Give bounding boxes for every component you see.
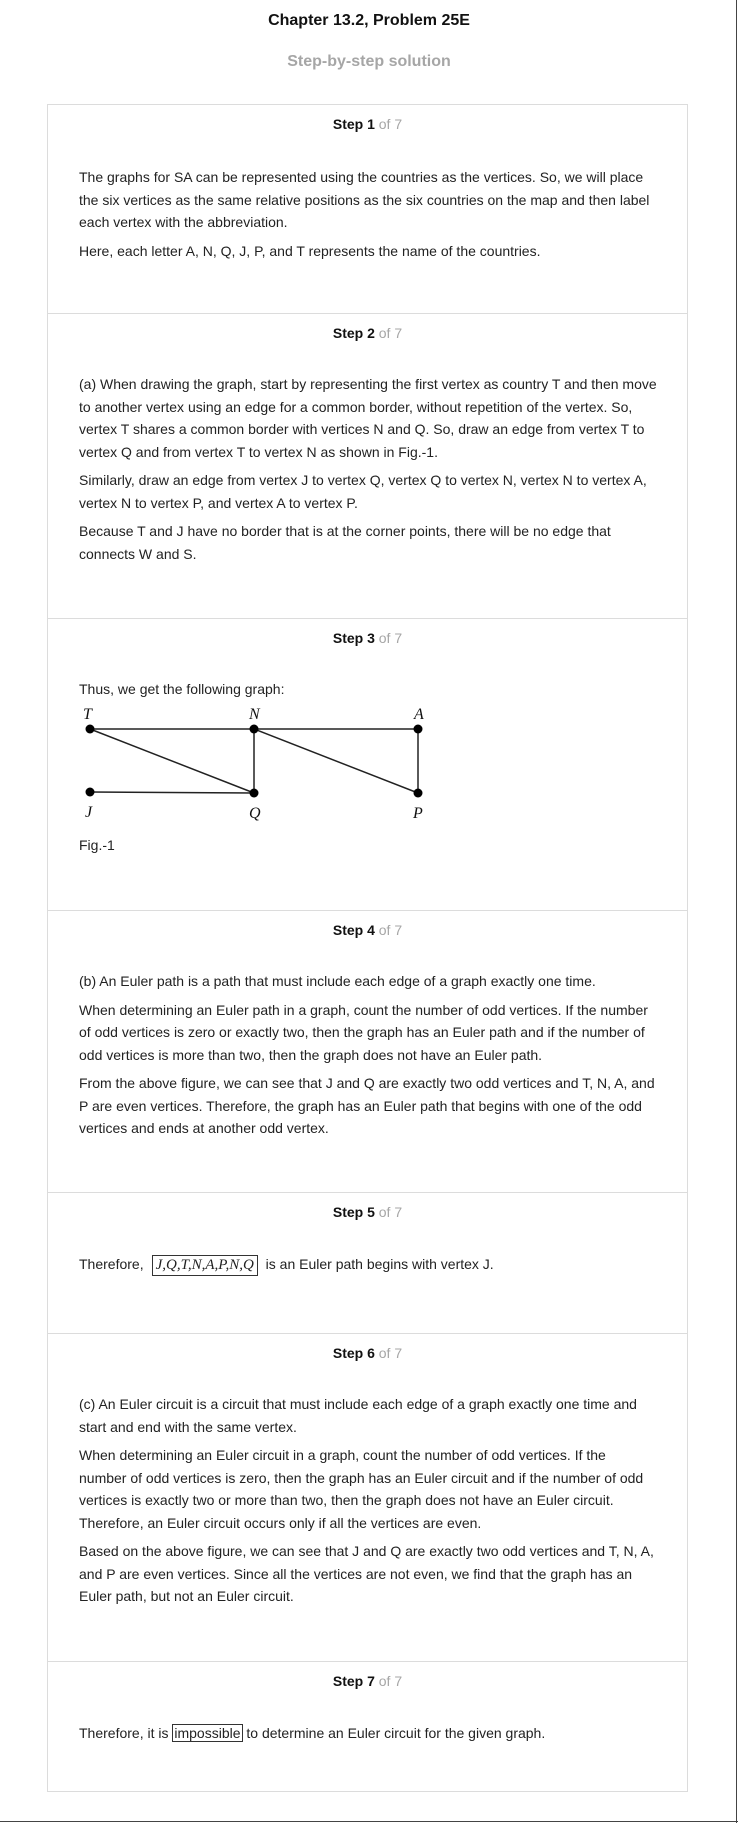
step-header: Step 6 of 7 [332,1345,403,1361]
step-body [79,970,657,1146]
answer-line: Therefore, J,Q,T,N,A,P,N,Q is an Euler path begins with vertex J. [79,1253,657,1276]
graph-figure [79,706,424,833]
vertex-label-n: N [249,706,260,723]
euler-path-answer: J,Q,T,N,A,P,N,Q [152,1255,258,1276]
solution-box [47,104,688,1792]
step-body [79,373,657,571]
vertex-label-t: T [83,706,92,723]
step-body [79,678,657,707]
step-2 [48,313,687,618]
vertex-n [250,725,259,734]
paragraph: Here, each letter A, N, Q, J, P, and T represents the name of the countries. [79,242,541,259]
step-4 [48,910,687,1192]
vertex-q [250,789,259,798]
vertex-t [86,725,95,734]
page-border-bottom [0,1821,738,1822]
vertex-j [86,788,95,797]
paragraph: From the above figure, we can see that J and Q are exactly two odd vertices and T, N, A, and P are even vertices. Therefore, the graph has an Euler path that begins with one of the odd vertices and ends at another odd vertex. [79,1075,655,1136]
step-body [79,1722,657,1751]
step-header: Step 2 of 7 [332,325,403,341]
step-header: Step 4 of 7 [332,922,403,938]
page-title: Chapter 13.2, Problem 25E [268,12,470,29]
vertex-a [414,725,423,734]
vertex-label-j: J [85,804,93,821]
step-body [79,1253,657,1282]
paragraph: (a) When drawing the graph, start by representing the first vertex as country T and then move to another vertex using an edge for a common border, without repetition of the vertex. So, vertex T shares a common border with vertices N and Q. So, draw an edge from vertex T to vertex Q and from vertex T to vertex N as shown in Fig.-1. [79,376,657,460]
euler-circuit-answer: impossible [174,1725,241,1741]
paragraph: (c) An Euler circuit is a circuit that must include each edge of a graph exactly one time and start and end with the same vertex. [79,1396,637,1435]
step-body [79,1393,657,1614]
page-border-right [736,0,737,1823]
paragraph: (b) An Euler path is a path that must include each edge of a graph exactly one time. [79,973,596,989]
step-header: Step 7 of 7 [332,1673,403,1689]
vertex-label-p: P [413,805,423,822]
paragraph: Similarly, draw an edge from vertex J to vertex Q, vertex Q to vertex N, vertex N to vertex A, vertex N to vertex P, and vertex A to vertex P. [79,472,647,511]
step-5 [48,1192,687,1333]
step-header: Step 1 of 7 [332,116,403,132]
step-1 [48,105,687,313]
answer-line: Therefore, it is impossible to determine an Euler circuit for the given graph. [79,1725,546,1741]
vertex-label-a: A [414,706,424,723]
step-header: Step 5 of 7 [332,1204,403,1220]
page-subtitle: Step-by-step solution [287,53,451,70]
figure-caption: Fig.-1 [79,837,115,853]
edge-t-q [90,729,254,793]
edge-n-p [254,729,418,793]
paragraph: When determining an Euler circuit in a graph, count the number of odd vertices. If the number of odd vertices is zero, then the graph has an Euler circuit and if the number of odd vertices is exactly two or more than two, then the graph does not have an Euler circuit. Therefore, an Euler circuit occurs only if all the vertices are even. [79,1447,644,1531]
vertex-p [414,789,423,798]
step-header: Step 3 of 7 [332,630,403,646]
step-3 [48,618,687,910]
step-7 [48,1661,687,1791]
paragraph: Because T and J have no border that is at the corner points, there will be no edge that connects W and S. [79,523,611,562]
step-body [79,166,657,268]
edge-j-q [90,792,254,793]
graph-intro: Thus, we get the following graph: [79,681,285,697]
paragraph: When determining an Euler path in a graph, count the number of odd vertices. If the number of odd vertices is zero or exactly two, then the graph has an Euler path and if the number of odd vertices is more than two, then the graph does not have an Euler path. [79,1001,648,1063]
step-6 [48,1333,687,1661]
paragraph: Based on the above figure, we can see that J and Q are exactly two odd vertices and T, N, A, and P are even vertices. Since all the vertices are not even, we find that the graph has an Euler path, but not an Euler circuit. [79,1543,654,1604]
vertex-label-q: Q [249,805,261,822]
paragraph: The graphs for SA can be represented using the countries as the vertices. So, we will place the six vertices as the same relative positions as the six countries on the map and then label each vertex with the abbreviation. [79,169,650,230]
